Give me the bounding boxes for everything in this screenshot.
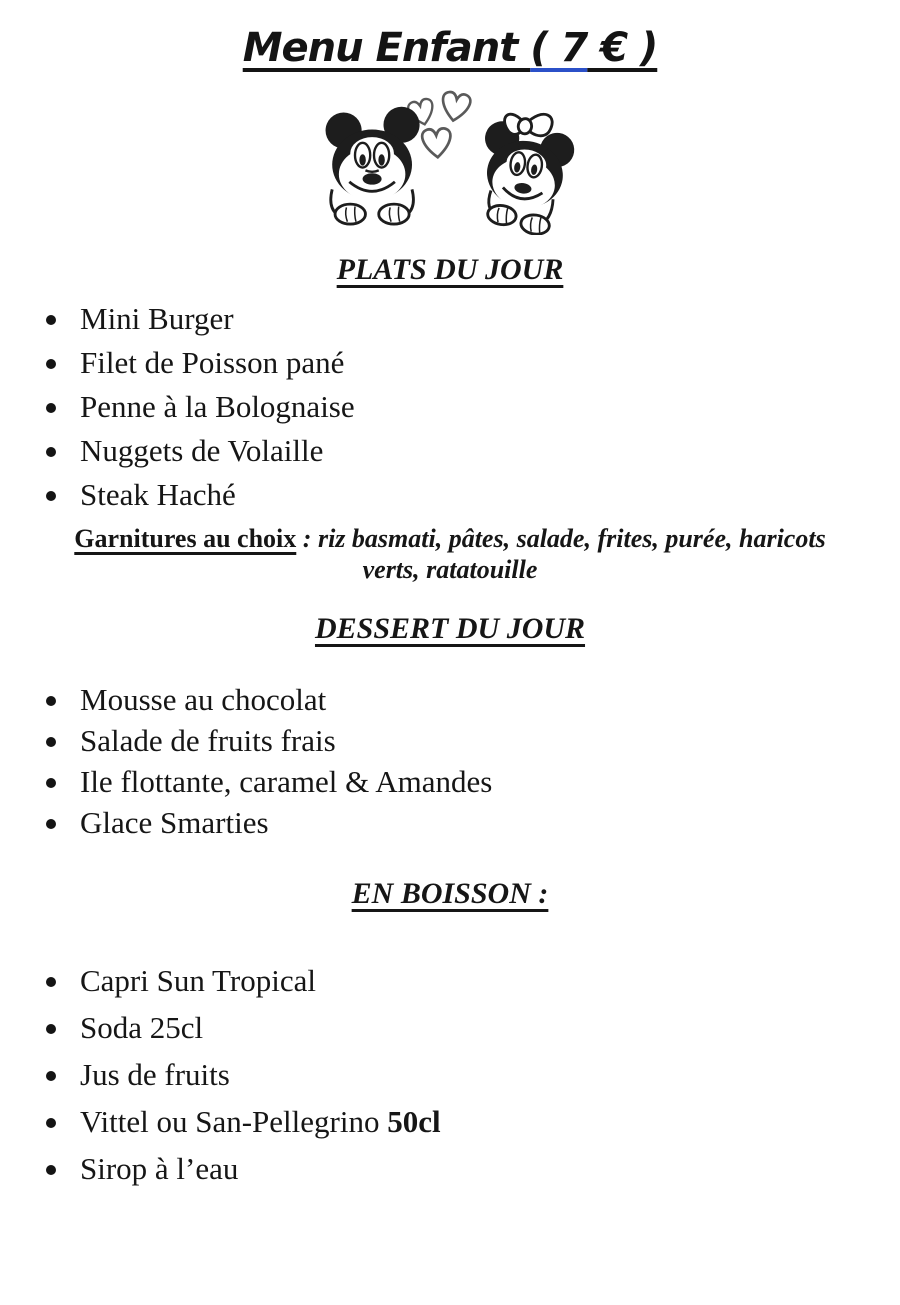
menu-item: Mousse au chocolat [46,684,900,716]
menu-item: Steak Haché [46,479,900,511]
garnitures-line1: riz basmati, pâtes, salade, frites, purée, haricots [317,524,826,553]
garnitures-note [0,523,900,585]
garnitures-label: Garnitures au choix [74,524,297,553]
title-part-2-blue-underline: ( 7 [530,25,588,71]
menu-item: Filet de Poisson pané [46,347,900,379]
menu-item-text: Vittel ou San-Pellegrino [80,1104,388,1139]
menu-item [46,1059,900,1091]
section-heading-desserts [0,610,900,648]
menu-item-bold: 50cl [387,1104,441,1139]
menu-item: Glace Smarties [46,807,900,839]
menu-page [0,25,900,1305]
menu-item-text: Sirop à l’eau [80,1151,239,1186]
section-heading-plats-text: PLATS DU JOUR [336,253,564,286]
section-heading-plats [0,251,900,289]
title-part-3: € ) [587,25,658,71]
garnitures-separator: : [296,524,318,553]
menu-item: Ile flottante, caramel & Amandes [46,766,900,798]
mickey-minnie-hearts-image [300,83,600,235]
menu-item-text: Soda 25cl [80,1010,204,1045]
desserts-list [0,684,900,839]
menu-item [46,965,900,997]
menu-item: Penne à la Bolognaise [46,391,900,423]
section-heading-boissons [0,875,900,913]
garnitures-line2: verts, ratatouille [362,555,538,584]
menu-item: Salade de fruits frais [46,725,900,757]
menu-item [46,1106,900,1138]
menu-item: Mini Burger [46,303,900,335]
section-heading-desserts-text: DESSERT DU JOUR [314,612,586,645]
menu-item: Nuggets de Volaille [46,435,900,467]
minnie-icon [473,107,579,235]
menu-item-text: Capri Sun Tropical [80,963,316,998]
mickey-icon [326,107,420,224]
page-title [0,25,900,71]
title-part-1: Menu Enfant [242,25,531,71]
menu-item-text: Jus de fruits [80,1057,230,1092]
plats-list [0,303,900,511]
boissons-list [0,965,900,1185]
menu-item [46,1153,900,1185]
menu-item [46,1012,900,1044]
section-heading-boissons-text: EN BOISSON : [351,877,549,910]
